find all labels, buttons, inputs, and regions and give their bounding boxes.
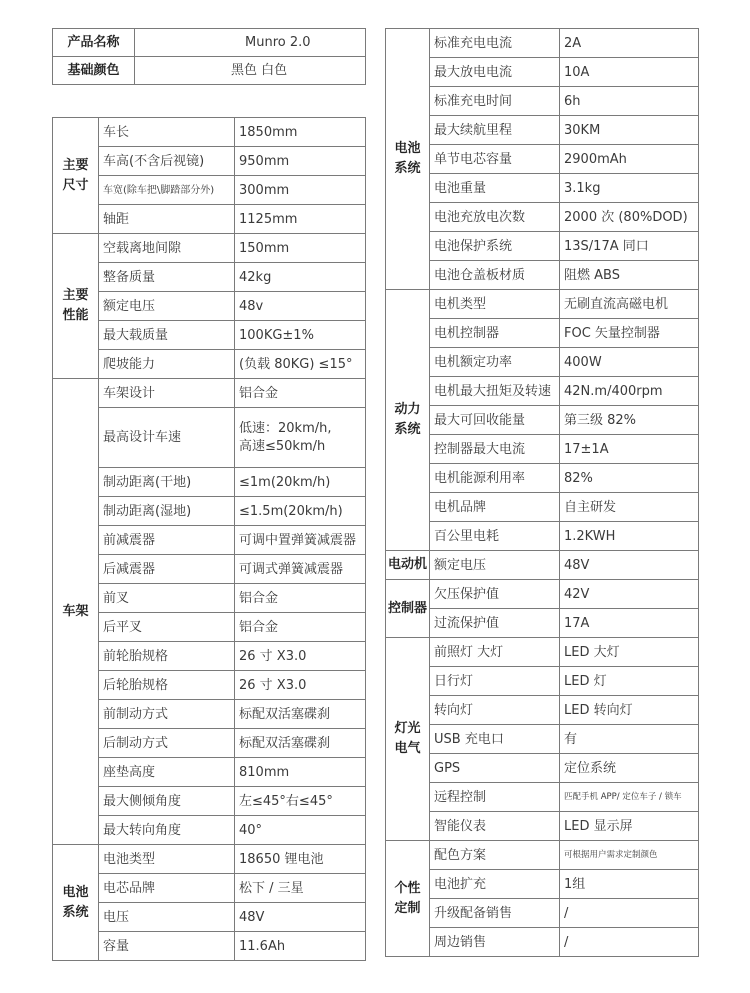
- spec-label: 制动距离(干地): [99, 468, 235, 497]
- spec-label: 电机类型: [430, 290, 560, 319]
- base-color-value: 黑色 白色: [135, 57, 366, 85]
- product-name-label: 产品名称: [53, 29, 135, 57]
- spec-value: 定位系统: [560, 754, 699, 783]
- spec-value: 3.1kg: [560, 174, 699, 203]
- spec-row: [386, 348, 699, 377]
- spec-label: 电池充放电次数: [430, 203, 560, 232]
- spec-value: 6h: [560, 87, 699, 116]
- spec-value: 42kg: [235, 263, 366, 292]
- spec-label: 空载离地间隙: [99, 234, 235, 263]
- spec-label: 整备质量: [99, 263, 235, 292]
- spec-label: 后制动方式: [99, 729, 235, 758]
- spec-label: 电池保护系统: [430, 232, 560, 261]
- spec-value: 铝合金: [235, 379, 366, 408]
- spec-label: 最大侧倾角度: [99, 787, 235, 816]
- spec-value: 阻燃 ABS: [560, 261, 699, 290]
- spec-row: [53, 118, 366, 147]
- spec-label: USB 充电口: [430, 725, 560, 754]
- spec-label: 控制器最大电流: [430, 435, 560, 464]
- spec-value: 可调式弹簧减震器: [235, 555, 366, 584]
- spec-label: 百公里电耗: [430, 522, 560, 551]
- spec-value: 26 寸 X3.0: [235, 671, 366, 700]
- spec-row: [386, 899, 699, 928]
- spec-row: [386, 609, 699, 638]
- spec-label: 日行灯: [430, 667, 560, 696]
- spec-label: 额定电压: [430, 551, 560, 580]
- category-label: 主要 性能: [53, 234, 99, 379]
- spec-row: [53, 642, 366, 671]
- spec-label: 电机能源利用率: [430, 464, 560, 493]
- spec-label: 爬坡能力: [99, 350, 235, 379]
- spec-row: [386, 841, 699, 870]
- category-label: 车架: [53, 379, 99, 845]
- spec-value: 400W: [560, 348, 699, 377]
- spec-value: 匹配手机 APP/ 定位车子 / 锁车: [560, 783, 699, 812]
- spec-label: 额定电压: [99, 292, 235, 321]
- spec-value: FOC 矢量控制器: [560, 319, 699, 348]
- spec-value: 可根据用户需求定制颜色: [560, 841, 699, 870]
- spec-label: 标准充电电流: [430, 29, 560, 58]
- spec-row: [386, 725, 699, 754]
- spec-row: [53, 263, 366, 292]
- spec-label: 容量: [99, 932, 235, 961]
- spec-row: [386, 116, 699, 145]
- spec-row: [386, 174, 699, 203]
- spec-value: LED 大灯: [560, 638, 699, 667]
- spec-row: [53, 729, 366, 758]
- spec-value: 1850mm: [235, 118, 366, 147]
- spec-value: 810mm: [235, 758, 366, 787]
- spec-label: 最大续航里程: [430, 116, 560, 145]
- spec-row: [386, 812, 699, 841]
- spec-value: 1125mm: [235, 205, 366, 234]
- spec-value: 42V: [560, 580, 699, 609]
- spec-value: 950mm: [235, 147, 366, 176]
- category-label: 电动机: [386, 551, 430, 580]
- spec-value: 42N.m/400rpm: [560, 377, 699, 406]
- category-label: 动力 系统: [386, 290, 430, 551]
- spec-value: 松下 / 三星: [235, 874, 366, 903]
- spec-label: 前叉: [99, 584, 235, 613]
- spec-label: 电机最大扭矩及转速: [430, 377, 560, 406]
- spec-value: 18650 锂电池: [235, 845, 366, 874]
- spec-row: [386, 580, 699, 609]
- spec-label: 电机额定功率: [430, 348, 560, 377]
- spec-label: 轴距: [99, 205, 235, 234]
- spec-value: 30KM: [560, 116, 699, 145]
- spec-label: 配色方案: [430, 841, 560, 870]
- category-label: 灯光 电气: [386, 638, 430, 841]
- spec-row: [386, 522, 699, 551]
- spec-row: [386, 464, 699, 493]
- spec-label: 制动距离(湿地): [99, 497, 235, 526]
- spec-label: 电池仓盖板材质: [430, 261, 560, 290]
- spec-value: 100KG±1%: [235, 321, 366, 350]
- spec-value: 可调中置弹簧减震器: [235, 526, 366, 555]
- spec-row: [53, 205, 366, 234]
- spec-row: [386, 928, 699, 957]
- spec-value: 48V: [560, 551, 699, 580]
- spec-row: [53, 816, 366, 845]
- spec-label: 远程控制: [430, 783, 560, 812]
- spec-label: 电机品牌: [430, 493, 560, 522]
- spec-value: 17±1A: [560, 435, 699, 464]
- spec-value: (负载 80KG) ≤15°: [235, 350, 366, 379]
- spec-row: [386, 261, 699, 290]
- spec-label: 电池扩充: [430, 870, 560, 899]
- spec-label: 电池重量: [430, 174, 560, 203]
- spec-label: 周边销售: [430, 928, 560, 957]
- spec-label: 欠压保护值: [430, 580, 560, 609]
- spec-row: [53, 555, 366, 584]
- base-color-label: 基础颜色: [53, 57, 135, 85]
- spec-value: /: [560, 928, 699, 957]
- left-spec-table: [52, 117, 366, 961]
- spec-value: 2900mAh: [560, 145, 699, 174]
- spec-row: [386, 203, 699, 232]
- spec-row: [53, 845, 366, 874]
- spec-label: 前减震器: [99, 526, 235, 555]
- spec-row: [386, 290, 699, 319]
- spec-value: 48v: [235, 292, 366, 321]
- spec-value: 铝合金: [235, 613, 366, 642]
- spec-label: 车宽(除车把\脚踏部分外): [99, 176, 235, 205]
- spec-row: [386, 667, 699, 696]
- spec-label: 电芯品牌: [99, 874, 235, 903]
- spec-row: [53, 234, 366, 263]
- spec-label: 后减震器: [99, 555, 235, 584]
- spec-label: 车高(不含后视镜): [99, 147, 235, 176]
- spec-label: 最高设计车速: [99, 408, 235, 468]
- spec-row: [386, 58, 699, 87]
- spec-value: 17A: [560, 609, 699, 638]
- spec-value: 1.2KWH: [560, 522, 699, 551]
- spec-value: 150mm: [235, 234, 366, 263]
- spec-row: [53, 468, 366, 497]
- category-label: 主要 尺寸: [53, 118, 99, 234]
- spec-label: 过流保护值: [430, 609, 560, 638]
- header-table: [52, 28, 366, 85]
- spec-value: 2A: [560, 29, 699, 58]
- spec-row: [53, 350, 366, 379]
- spec-label: 车架设计: [99, 379, 235, 408]
- spec-row: [386, 638, 699, 667]
- spec-value: 第三级 82%: [560, 406, 699, 435]
- spec-row: [53, 379, 366, 408]
- spec-label: 最大载质量: [99, 321, 235, 350]
- spec-row: [53, 497, 366, 526]
- spec-value: 低速：20km/h, 高速≤50km/h: [235, 408, 366, 468]
- spec-row: [53, 787, 366, 816]
- spec-row: [386, 435, 699, 464]
- spec-row: [53, 321, 366, 350]
- spec-row: [53, 176, 366, 205]
- spec-row: [386, 29, 699, 58]
- spec-label: 前轮胎规格: [99, 642, 235, 671]
- spec-value: 自主研发: [560, 493, 699, 522]
- spec-value: 40°: [235, 816, 366, 845]
- spec-row: [386, 493, 699, 522]
- spec-value: LED 灯: [560, 667, 699, 696]
- spec-row: [53, 584, 366, 613]
- spec-value: 82%: [560, 464, 699, 493]
- spec-row: [53, 408, 366, 468]
- spec-row: [386, 783, 699, 812]
- spec-row: [53, 758, 366, 787]
- product-name-value: Munro 2.0: [135, 29, 366, 57]
- spec-label: 升级配备销售: [430, 899, 560, 928]
- spec-label: 电机控制器: [430, 319, 560, 348]
- spec-label: 最大放电电流: [430, 58, 560, 87]
- spec-row: [53, 526, 366, 555]
- spec-label: 转向灯: [430, 696, 560, 725]
- spec-label: 前制动方式: [99, 700, 235, 729]
- spec-value: 13S/17A 同口: [560, 232, 699, 261]
- spec-row: [53, 932, 366, 961]
- spec-label: 后轮胎规格: [99, 671, 235, 700]
- spec-label: 电压: [99, 903, 235, 932]
- category-label: 电池 系统: [53, 845, 99, 961]
- spec-label: 前照灯 大灯: [430, 638, 560, 667]
- spec-row: [386, 377, 699, 406]
- spec-label: 单节电芯容量: [430, 145, 560, 174]
- spec-value: 铝合金: [235, 584, 366, 613]
- spec-label: 座垫高度: [99, 758, 235, 787]
- spec-value: 26 寸 X3.0: [235, 642, 366, 671]
- spec-value: ≤1m(20km/h): [235, 468, 366, 497]
- spec-value: 标配双活塞碟刹: [235, 729, 366, 758]
- spec-row: [386, 754, 699, 783]
- spec-row: [53, 292, 366, 321]
- spec-row: [386, 406, 699, 435]
- spec-value: 10A: [560, 58, 699, 87]
- spec-row: [53, 613, 366, 642]
- spec-row: [386, 870, 699, 899]
- spec-value: 左≤45°右≤45°: [235, 787, 366, 816]
- spec-label: 车长: [99, 118, 235, 147]
- spec-row: [386, 696, 699, 725]
- spec-value: ≤1.5m(20km/h): [235, 497, 366, 526]
- spec-value: 有: [560, 725, 699, 754]
- spec-value: 1组: [560, 870, 699, 899]
- spec-label: 电池类型: [99, 845, 235, 874]
- right-spec-table: [385, 28, 699, 957]
- spec-label: 后平叉: [99, 613, 235, 642]
- spec-value: 无刷直流高磁电机: [560, 290, 699, 319]
- spec-row: [386, 551, 699, 580]
- spec-row: [53, 874, 366, 903]
- spec-label: 最大可回收能量: [430, 406, 560, 435]
- spec-label: 最大转向角度: [99, 816, 235, 845]
- spec-value: 48V: [235, 903, 366, 932]
- spec-row: [53, 903, 366, 932]
- spec-value: /: [560, 899, 699, 928]
- spec-label: 标准充电时间: [430, 87, 560, 116]
- spec-row: [386, 232, 699, 261]
- spec-row: [386, 319, 699, 348]
- spec-row: [386, 145, 699, 174]
- spec-value: LED 转向灯: [560, 696, 699, 725]
- spec-value: 2000 次 (80%DOD): [560, 203, 699, 232]
- category-label: 电池 系统: [386, 29, 430, 290]
- spec-value: 11.6Ah: [235, 932, 366, 961]
- spec-value: 300mm: [235, 176, 366, 205]
- spec-row: [53, 671, 366, 700]
- category-label: 控制器: [386, 580, 430, 638]
- spec-value: 标配双活塞碟刹: [235, 700, 366, 729]
- spec-label: GPS: [430, 754, 560, 783]
- spec-row: [386, 87, 699, 116]
- spec-label: 智能仪表: [430, 812, 560, 841]
- spec-value: LED 显示屏: [560, 812, 699, 841]
- category-label: 个性 定制: [386, 841, 430, 957]
- spec-row: [53, 147, 366, 176]
- spec-row: [53, 700, 366, 729]
